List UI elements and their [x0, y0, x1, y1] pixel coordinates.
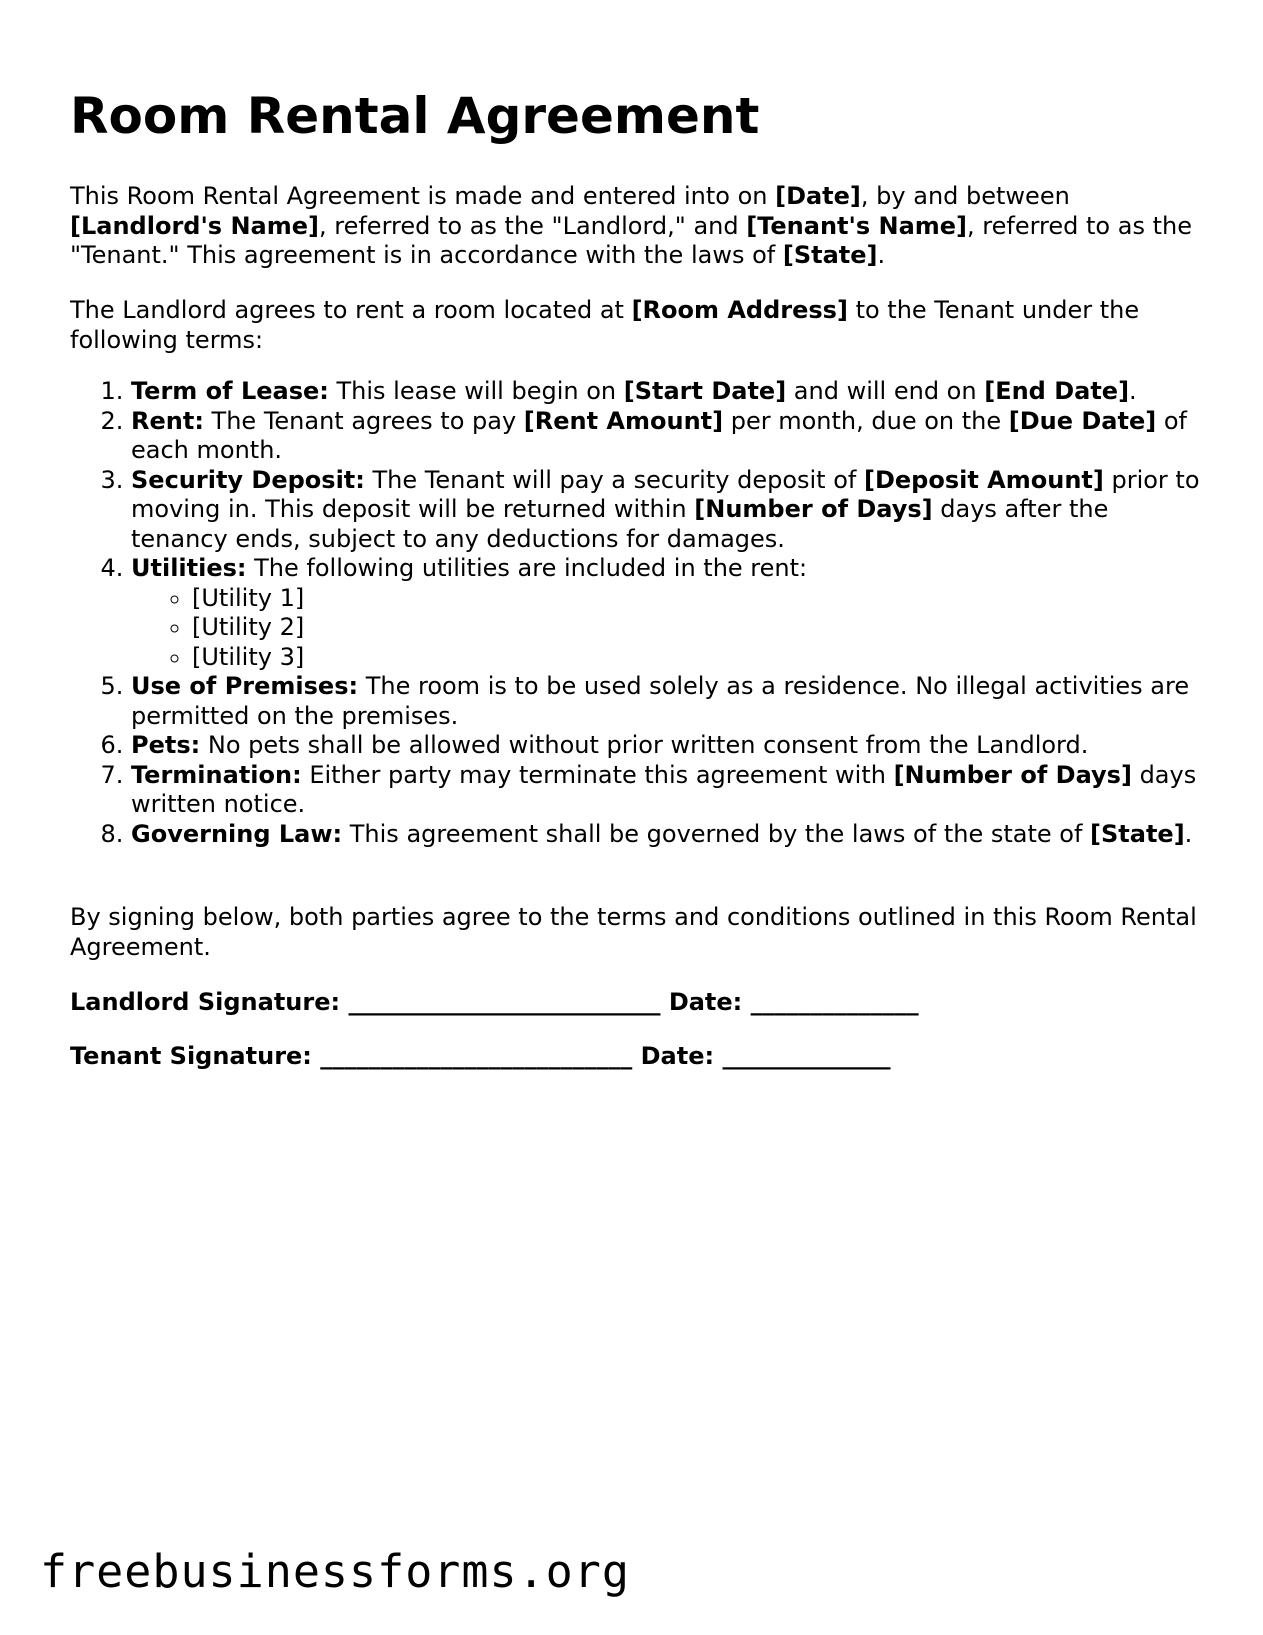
landlord-date-label: Date:	[668, 988, 743, 1016]
intro-text: .	[877, 241, 886, 269]
term-text: Either party may terminate this agreement with	[301, 760, 894, 789]
room-paragraph	[70, 296, 1200, 355]
term-text: The following utilities are included in the rent:	[246, 554, 808, 582]
term-text: .	[1129, 377, 1137, 405]
term-text: per month, due on the	[723, 406, 1009, 435]
intro-text: This Room Rental Agreement is made and entered into on	[70, 182, 776, 210]
term-label: Security Deposit:	[131, 465, 365, 494]
utility-item: ◦ [Utility 3]	[192, 643, 1200, 673]
utilities-list	[131, 584, 1200, 673]
room-text: to the Tenant under the following terms:	[70, 296, 1140, 354]
term-text: prior to moving in. This deposit will be returned within	[131, 465, 1200, 523]
room-address-placeholder: [Room Address]	[631, 296, 848, 324]
term-text: The Tenant agrees to pay	[203, 406, 524, 435]
term-termination	[131, 761, 1200, 820]
start-date-placeholder: [Start Date]	[623, 377, 787, 405]
term-rent	[131, 407, 1200, 466]
state-placeholder: [State]	[782, 241, 878, 269]
term-label: Pets:	[131, 731, 201, 759]
intro-text: , by and between	[860, 182, 1070, 210]
term-text: days after the tenancy ends, subject to any deductions for damages.	[131, 495, 1109, 553]
term-text: days written notice.	[131, 760, 1197, 818]
end-date-placeholder: [End Date]	[984, 377, 1130, 405]
tenant-date-label: Date:	[640, 1042, 715, 1070]
term-text: The room is to be used solely as a residence. No illegal activities are permitted on the premises.	[131, 672, 1190, 730]
document-title: Room Rental Agreement	[70, 87, 760, 145]
term-text: No pets shall be allowed without prior written consent from the Landlord.	[200, 731, 1089, 759]
terms-list	[70, 377, 1200, 849]
term-use-of-premises	[131, 672, 1200, 731]
watermark: freebusinessforms.org	[40, 1545, 630, 1598]
term-label: Use of Premises:	[131, 672, 359, 700]
tenant-signature-line	[70, 1042, 890, 1072]
intro-paragraph	[70, 182, 1200, 271]
rent-amount-placeholder: [Rent Amount]	[523, 406, 724, 435]
due-date-placeholder: [Due Date]	[1008, 406, 1157, 435]
intro-text: , referred to as the "Landlord," and	[318, 211, 747, 240]
closing-paragraph: By signing below, both parties agree to the terms and conditions outlined in this Room Rental Agreement.	[70, 903, 1197, 961]
term-text: of each month.	[131, 406, 1187, 464]
term-label: Governing Law:	[131, 819, 343, 848]
number-of-days-placeholder: [Number of Days]	[893, 760, 1132, 789]
deposit-amount-placeholder: [Deposit Amount]	[863, 465, 1104, 494]
utility-item: ◦ [Utility 2]	[192, 613, 1200, 643]
term-security-deposit	[131, 466, 1200, 555]
term-label: Utilities:	[131, 554, 247, 582]
term-label: Rent:	[131, 406, 204, 435]
landlord-date-field[interactable]: ______________	[750, 988, 919, 1016]
tenant-name-placeholder: [Tenant's Name]	[746, 211, 968, 240]
number-of-days-placeholder: [Number of Days]	[694, 495, 933, 523]
tenant-signature-field[interactable]: __________________________	[320, 1042, 633, 1070]
term-text: The Tenant will pay a security deposit of	[364, 465, 864, 494]
term-governing-law	[131, 820, 1200, 850]
landlord-signature-line	[70, 988, 919, 1018]
tenant-signature-label: Tenant Signature:	[70, 1042, 312, 1070]
term-pets	[131, 731, 1200, 761]
utility-item: ◦ [Utility 1]	[192, 584, 1200, 614]
landlord-signature-field[interactable]: __________________________	[348, 988, 661, 1016]
date-placeholder: [Date]	[775, 182, 861, 210]
landlord-name-placeholder: [Landlord's Name]	[70, 211, 319, 240]
tenant-date-field[interactable]: ______________	[722, 1042, 891, 1070]
term-text: This lease will begin on	[328, 377, 624, 405]
intro-text: , referred to as the "Tenant." This agreement is in accordance with the laws of	[70, 211, 1192, 269]
term-label: Termination:	[131, 760, 302, 789]
term-text: .	[1184, 819, 1193, 848]
landlord-signature-label: Landlord Signature:	[70, 988, 341, 1016]
room-text: The Landlord agrees to rent a room located at	[70, 296, 632, 324]
term-label: Term of Lease:	[131, 377, 329, 405]
term-utilities	[131, 554, 1200, 672]
state-placeholder: [State]	[1090, 819, 1185, 848]
term-text: This agreement shall be governed by the laws of the state of	[342, 819, 1091, 848]
term-lease	[131, 377, 1200, 407]
term-text: and will end on	[786, 377, 985, 405]
